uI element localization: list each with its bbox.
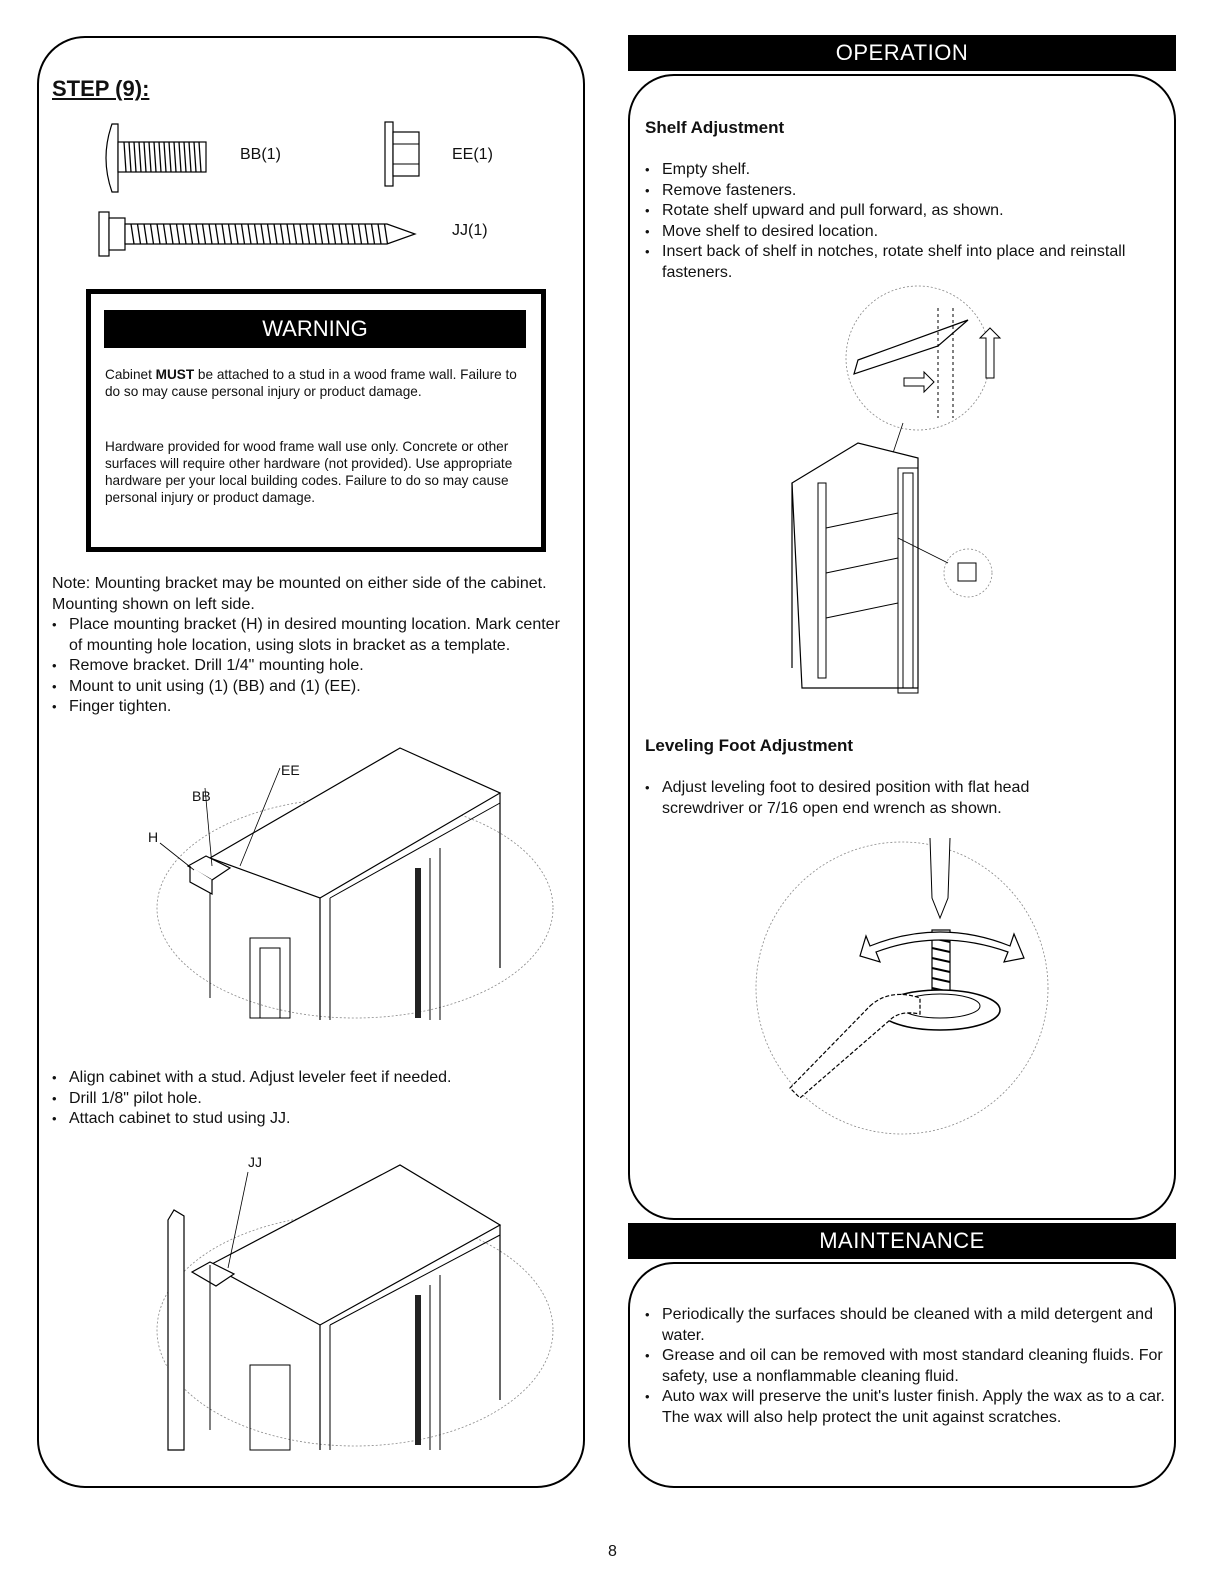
list-item: • Empty shelf. [645, 160, 1145, 181]
step-bullets-1 [52, 615, 572, 718]
list-item: • Remove bracket. Drill 1/4" mounting hole. [52, 656, 572, 677]
list-item: • Grease and oil can be removed with most standard cleaning fluids. For safety, use a nonflammable cleaning fluid. [645, 1346, 1165, 1387]
figure-label-ee: EE [281, 762, 300, 778]
list-item: • Insert back of shelf in notches, rotate shelf into place and reinstall fasteners. [645, 242, 1145, 283]
step-note: Note: Mounting bracket may be mounted on either side of the cabinet. Mounting shown on left side. [52, 575, 547, 613]
part-label-jj: JJ(1) [452, 222, 488, 239]
list-item: • Finger tighten. [52, 697, 572, 718]
list-item: • Attach cabinet to stud using JJ. [52, 1109, 572, 1130]
step-bullets-2 [52, 1068, 572, 1130]
step-title: STEP (9): [52, 76, 150, 101]
shelf-adjustment-title: Shelf Adjustment [645, 118, 785, 137]
part-label-bb: BB(1) [240, 146, 281, 163]
list-item: • Periodically the surfaces should be cleaned with a mild detergent and water. [645, 1305, 1165, 1346]
list-item: • Move shelf to desired location. [645, 222, 1145, 243]
warning-paragraph-1: Cabinet MUST be attached to a stud in a wood frame wall. Failure to do so may cause personal injury or product damage. [105, 367, 517, 399]
stud-attachment-figure [150, 1150, 560, 1450]
maintenance-heading: MAINTENANCE [628, 1223, 1176, 1259]
leveling-foot-title: Leveling Foot Adjustment [645, 736, 854, 755]
leveling-bullets [645, 778, 1115, 819]
nut-icon [383, 118, 423, 190]
part-label-ee: EE(1) [452, 146, 493, 163]
shelf-bullets [645, 160, 1145, 283]
figure-label-jj: JJ [248, 1154, 262, 1170]
warning-heading: WARNING [104, 310, 526, 348]
page-number: 8 [608, 1543, 617, 1560]
maintenance-bullets [645, 1305, 1165, 1428]
shelf-adjustment-figure [788, 298, 1028, 698]
leveling-foot-figure [740, 838, 1070, 1138]
bolt-icon [100, 118, 210, 198]
lag-screw-icon [97, 206, 417, 262]
list-item: • Adjust leveling foot to desired position with flat head screwdriver or 7/16 open end wrench as shown. [645, 778, 1115, 819]
list-item: • Auto wax will preserve the unit's luster finish. Apply the wax as to a car. The wax will also help protect the unit against scratches. [645, 1387, 1165, 1428]
figure-label-bb: BB [192, 788, 211, 804]
list-item: • Remove fasteners. [645, 181, 1145, 202]
list-item: • Place mounting bracket (H) in desired mounting location. Mark center of mounting hole location, using slots in bracket as a template. [52, 615, 572, 656]
figure-label-h: H [148, 829, 159, 845]
operation-heading: OPERATION [628, 35, 1176, 71]
list-item: • Drill 1/8" pilot hole. [52, 1089, 572, 1110]
list-item: • Rotate shelf upward and pull forward, as shown. [645, 201, 1145, 222]
warning-paragraph-2: Hardware provided for wood frame wall use only. Concrete or other surfaces will require other hardware (not provided). Use appropriate hardware per your local building codes. Failure to do so may cause personal injury or product damage. [105, 439, 513, 505]
list-item: • Align cabinet with a stud. Adjust leveler feet if needed. [52, 1068, 572, 1089]
bracket-mounting-figure [150, 748, 560, 1020]
list-item: • Mount to unit using (1) (BB) and (1) (EE). [52, 677, 572, 698]
